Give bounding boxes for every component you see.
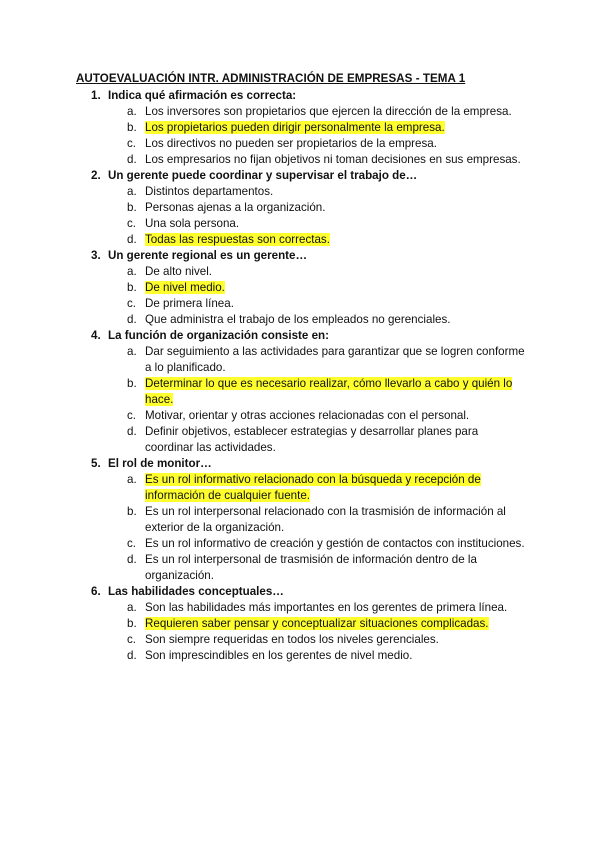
option (0, 184, 525, 200)
question-heading (0, 456, 600, 472)
option (0, 600, 525, 616)
option-text: Una sola persona. (145, 217, 240, 230)
option-text: Dar seguimiento a las actividades para garantizar que se logren conforme a lo planificado. (145, 345, 525, 374)
question-heading (0, 328, 600, 344)
question-text: Indica qué afirmación es correcta: (108, 89, 297, 102)
option-correct-answer (0, 280, 525, 296)
option-list (0, 344, 600, 456)
option-text: Definir objetivos, establecer estrategias y desarrollar planes para coordinar las actividades. (145, 425, 479, 454)
option (0, 552, 525, 584)
option-letter: d. (127, 649, 137, 662)
option (0, 536, 525, 552)
highlighted-option-text: Los propietarios pueden dirigir personalmente la empresa. (145, 121, 445, 134)
option (0, 344, 525, 376)
question-4 (0, 328, 600, 456)
highlighted-option-text: De nivel medio. (145, 281, 225, 294)
option-correct-answer (0, 376, 525, 408)
option-text: Es un rol interpersonal relacionado con la trasmisión de información al exterior de la organización. (145, 505, 506, 534)
option-correct-answer (0, 472, 525, 504)
question-text: La función de organización consiste en: (108, 329, 329, 342)
option-letter: d. (127, 425, 137, 438)
question-5 (0, 456, 600, 584)
option (0, 408, 525, 424)
question-number: 4. (91, 329, 101, 342)
option (0, 648, 525, 664)
option-text: Distintos departamentos. (145, 185, 274, 198)
option-letter: a. (127, 601, 137, 614)
option-letter: b. (127, 201, 137, 214)
option-letter: c. (127, 217, 137, 230)
option-letter: c. (127, 137, 137, 150)
option-letter: c. (127, 297, 137, 310)
option-list (0, 104, 600, 168)
question-1 (0, 88, 600, 168)
option-letter: d. (127, 553, 137, 566)
option-letter: d. (127, 153, 137, 166)
option-text: Los inversores son propietarios que ejercen la dirección de la empresa. (145, 105, 512, 118)
option-text: Los empresarios no fijan objetivos ni toman decisiones en sus empresas. (145, 153, 521, 166)
document-title: AUTOEVALUACIÓN INTR. ADMINISTRACIÓN DE EMPRESAS - TEMA 1 (76, 72, 466, 85)
option-list (0, 264, 600, 328)
question-number: 5. (91, 457, 101, 470)
option (0, 296, 525, 312)
option-list (0, 472, 600, 584)
option-text: Es un rol informativo de creación y gestión de contactos con instituciones. (145, 537, 525, 550)
option-text: De primera línea. (145, 297, 234, 310)
option-list (0, 184, 600, 248)
option-letter: b. (127, 377, 137, 390)
option-letter: c. (127, 537, 137, 550)
option (0, 312, 525, 328)
option-letter: c. (127, 409, 137, 422)
option-letter: d. (127, 313, 137, 326)
highlighted-option-text: Determinar lo que es necesario realizar, cómo llevarlo a cabo y quién lo hace. (145, 377, 513, 406)
question-heading (0, 88, 600, 104)
option-letter: a. (127, 345, 137, 358)
option-text: De alto nivel. (145, 265, 213, 278)
question-6 (0, 584, 600, 664)
option-text: Es un rol interpersonal de trasmisión de información dentro de la organización. (145, 553, 477, 582)
highlighted-option-text: Es un rol informativo relacionado con la búsqueda y recepción de información de cualquier fuente. (145, 473, 481, 502)
question-text: El rol de monitor… (108, 457, 212, 470)
option-letter: c. (127, 633, 137, 646)
option (0, 152, 525, 168)
option-letter: b. (127, 617, 137, 630)
option (0, 632, 525, 648)
option (0, 216, 525, 232)
option (0, 264, 525, 280)
option-letter: b. (127, 281, 137, 294)
question-heading (0, 584, 600, 600)
option (0, 424, 525, 456)
question-number: 3. (91, 249, 101, 262)
option-letter: b. (127, 121, 137, 134)
option-text: Son imprescindibles en los gerentes de nivel medio. (145, 649, 413, 662)
option-letter: a. (127, 105, 137, 118)
option-correct-answer (0, 120, 525, 136)
option-text: Son las habilidades más importantes en los gerentes de primera línea. (145, 601, 508, 614)
option (0, 200, 525, 216)
option-text: Son siempre requeridas en todos los niveles gerenciales. (145, 633, 439, 646)
question-heading (0, 248, 600, 264)
option-letter: a. (127, 473, 137, 486)
question-text: Un gerente regional es un gerente… (108, 249, 308, 262)
question-text: Las habilidades conceptuales… (108, 585, 284, 598)
question-3 (0, 248, 600, 328)
option-correct-answer (0, 232, 525, 248)
option-letter: a. (127, 185, 137, 198)
option-list (0, 600, 600, 664)
highlighted-option-text: Todas las respuestas son correctas. (145, 233, 330, 246)
question-heading (0, 168, 600, 184)
option-letter: b. (127, 505, 137, 518)
highlighted-option-text: Requieren saber pensar y conceptualizar situaciones complicadas. (145, 617, 489, 630)
question-number: 2. (91, 169, 101, 182)
option (0, 104, 525, 120)
question-2 (0, 168, 600, 248)
question-text: Un gerente puede coordinar y supervisar el trabajo de… (108, 169, 418, 182)
option-text: Motivar, orientar y otras acciones relacionadas con el personal. (145, 409, 470, 422)
option-text: Personas ajenas a la organización. (145, 201, 326, 214)
option-text: Que administra el trabajo de los empleados no gerenciales. (145, 313, 451, 326)
question-number: 6. (91, 585, 101, 598)
option-letter: d. (127, 233, 137, 246)
option (0, 136, 525, 152)
option (0, 504, 525, 536)
question-number: 1. (91, 89, 101, 102)
question-list (0, 88, 600, 664)
option-correct-answer (0, 616, 525, 632)
option-letter: a. (127, 265, 137, 278)
option-text: Los directivos no pueden ser propietarios de la empresa. (145, 137, 437, 150)
